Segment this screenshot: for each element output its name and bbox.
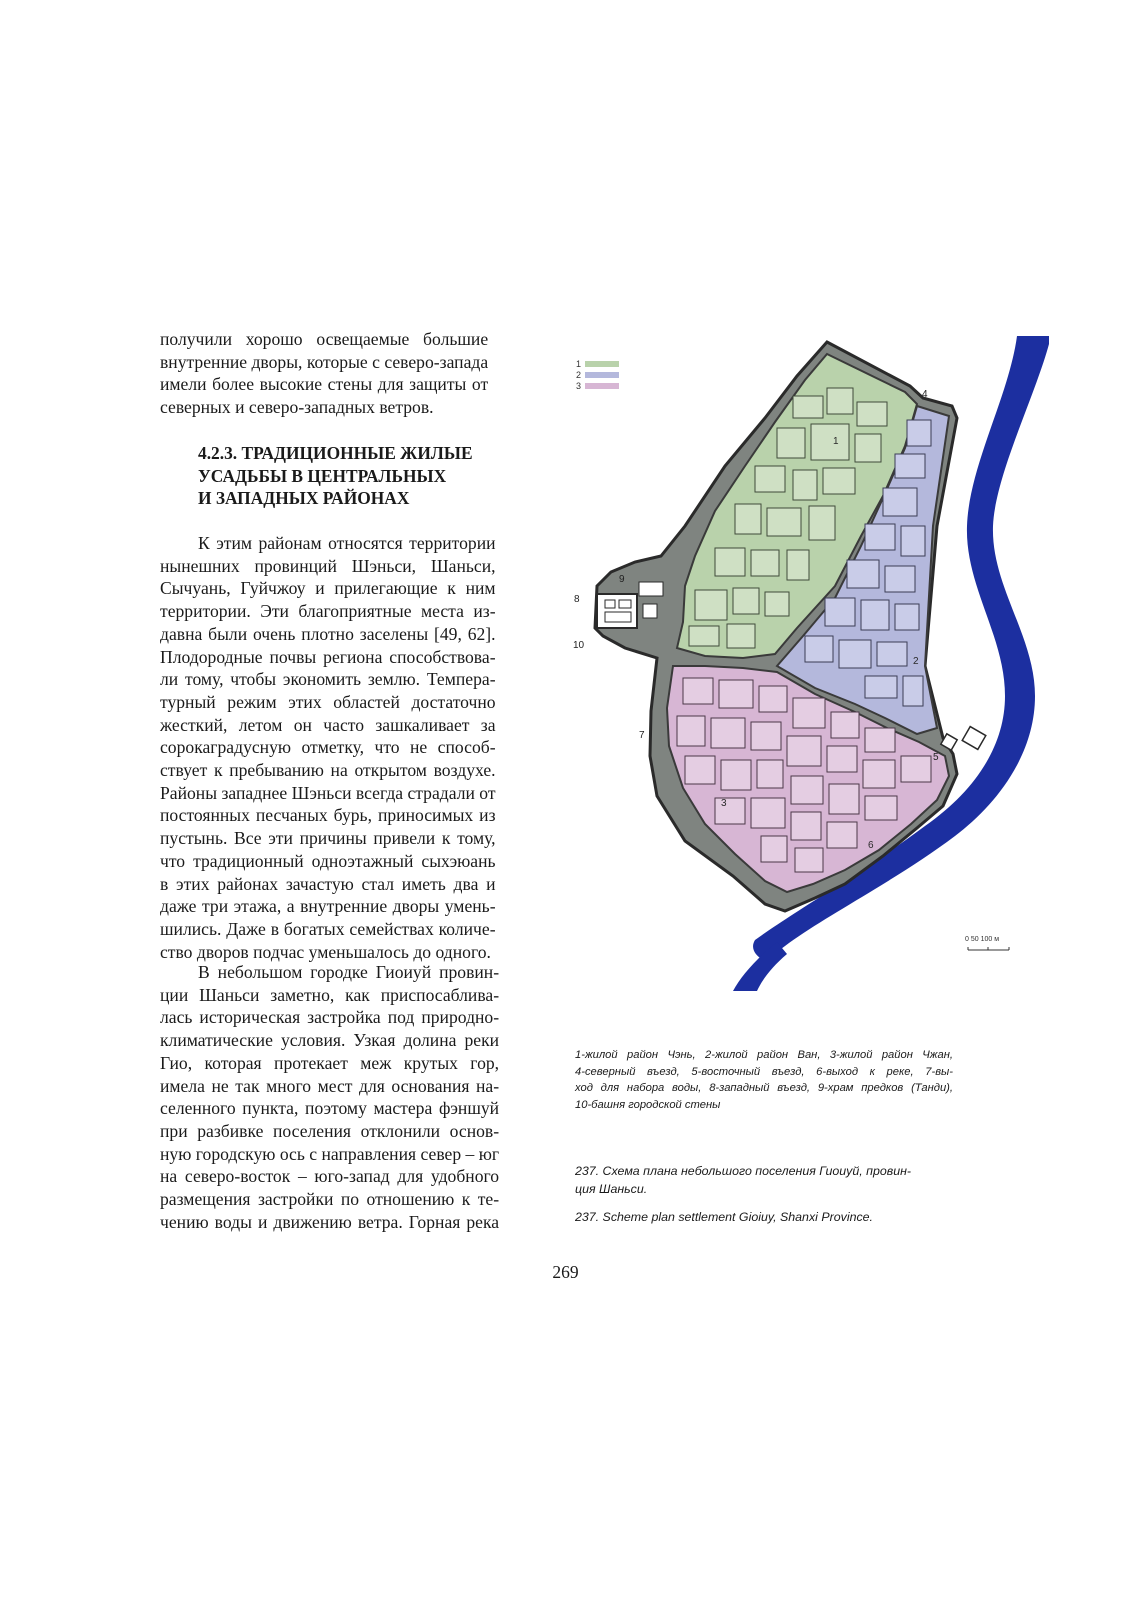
text-line: давна были очень плотно заселены [49, 62]. xyxy=(160,623,496,644)
text-line: Районы западнее Шэньси всегда страдали от xyxy=(160,782,496,803)
map-legend xyxy=(576,359,619,391)
map-label: 2 xyxy=(913,656,919,667)
text-line: Сычуань, Гуйчжоу и прилегающие к ним xyxy=(160,578,496,599)
text-line: сорокаградусную отметку, что не способ- xyxy=(160,737,496,758)
text-line: К этим районам относятся территории xyxy=(198,533,496,553)
map-label: 9 xyxy=(619,574,625,585)
text-line: лась историческая застройка под природно- xyxy=(160,1007,500,1028)
scale-text: 0 50 100 м xyxy=(965,936,1000,943)
map-label: 10 xyxy=(573,640,585,651)
heading-line: УСАДЬБЫ В ЦЕНТРАЛЬНЫХ xyxy=(198,465,447,486)
scale-bar xyxy=(965,936,1035,956)
settlement-map xyxy=(565,336,1049,991)
legend-swatch xyxy=(585,383,619,389)
map-label: 7 xyxy=(639,730,645,741)
caption-line: 4-северный въезд, 5-восточный въезд, 6-выход к реке, 7-вы- xyxy=(575,1065,953,1078)
text-line: турный режим этих областей достаточно xyxy=(160,691,496,712)
caption-line: ход для набора воды, 8-западный въезд, 9-храм предков (Танди), xyxy=(575,1082,953,1095)
text-line: северных и северо-западных ветров. xyxy=(160,397,434,418)
page-number: 269 xyxy=(552,1262,579,1282)
text-line: размещения застройки по отношению к те- xyxy=(160,1189,500,1210)
text-line: внутренние дворы, которые с северо-запада xyxy=(160,351,489,372)
caption-line: ция Шаньси. xyxy=(575,1182,648,1196)
legend-swatch xyxy=(585,361,619,367)
figure-legend-caption xyxy=(575,1047,953,1113)
body-paragraph xyxy=(160,532,496,963)
figure-caption-english: 237. Scheme plan settlement Gioiuy, Shanxi Province. xyxy=(575,1210,873,1224)
text-line: ную городскую ось с направления север – юг xyxy=(160,1143,500,1164)
text-line: ствует к пребыванию на открытом воздухе. xyxy=(160,760,496,781)
text-line: получили хорошо освещаемые большие xyxy=(160,329,489,349)
text-line: Гио, которая протекает меж крутых гор, xyxy=(160,1052,500,1073)
text-line: постоянных песчаных бурь, приносимых из xyxy=(160,805,496,826)
heading-line: И ЗАПАДНЫХ РАЙОНАХ xyxy=(198,488,410,508)
text-line: селенного пункта, поэтому мастера фэншуй xyxy=(160,1098,500,1119)
map-label: 1 xyxy=(833,436,839,447)
map-label: 8 xyxy=(574,594,580,605)
text-line: В небольшом городке Гиоиуй провин- xyxy=(198,962,500,982)
caption-line: 1-жилой район Чэнь, 2-жилой район Ван, 3-жилой район Чжан, xyxy=(575,1049,953,1061)
legend-swatch xyxy=(585,372,619,378)
text-line: что традиционный одноэтажный сыхэюань xyxy=(160,850,496,871)
map-label: 3 xyxy=(721,798,727,809)
text-line: ство дворов подчас уменьшалось до одного. xyxy=(160,941,491,962)
legend-number: 2 xyxy=(576,370,582,380)
text-line: даже три этажа, а внутренние дворы умень- xyxy=(160,896,496,917)
settlement-map-figure xyxy=(565,336,1049,991)
caption-line: 10-башня городской стены xyxy=(575,1098,721,1111)
figure-caption-russian xyxy=(575,1162,953,1198)
heading-line: 4.2.3. ТРАДИЦИОННЫЕ ЖИЛЫЕ xyxy=(198,443,473,463)
text-line: климатические условия. Узкая долина реки xyxy=(160,1030,500,1051)
text-line: ли тому, чтобы экономить землю. Темпера- xyxy=(160,669,496,690)
intro-paragraph xyxy=(160,328,488,419)
text-line: чению воды и движению ветра. Горная река xyxy=(160,1211,500,1232)
map-label: 4 xyxy=(922,389,928,400)
text-line: ции Шаньси заметно, как приспосаблива- xyxy=(160,984,500,1005)
east-gate-structures xyxy=(941,727,986,751)
text-line: в этих районах зачастую стал иметь два и xyxy=(160,873,496,894)
text-line: пустынь. Все эти причины привели к тому, xyxy=(160,828,496,849)
text-line: территории. Эти благоприятные места из- xyxy=(160,601,496,622)
text-line: Плодородные почвы региона способствова- xyxy=(160,646,496,667)
text-line: жесткий, летом он часто зашкаливает за xyxy=(160,714,496,735)
text-line: шились. Даже в богатых семействах количе- xyxy=(160,918,496,939)
text-line: имели более высокие стены для защиты от xyxy=(160,374,489,395)
caption-line: 237. Схема плана небольшого поселения Гиоиуй, провин- xyxy=(575,1164,912,1178)
section-heading xyxy=(198,442,473,510)
map-label: 5 xyxy=(933,752,939,763)
text-line: при разбивке поселения отклонили основ- xyxy=(160,1120,500,1141)
text-line: нынешних провинций Шэньси, Шаньси, xyxy=(160,555,496,576)
body-paragraph xyxy=(160,961,499,1233)
legend-number: 1 xyxy=(576,359,582,369)
map-label: 6 xyxy=(868,840,874,851)
legend-number: 3 xyxy=(576,381,582,391)
text-line: на северо-восток – юго-запад для удобного xyxy=(160,1166,500,1187)
text-line: имела не так много мест для основания на- xyxy=(160,1075,500,1096)
